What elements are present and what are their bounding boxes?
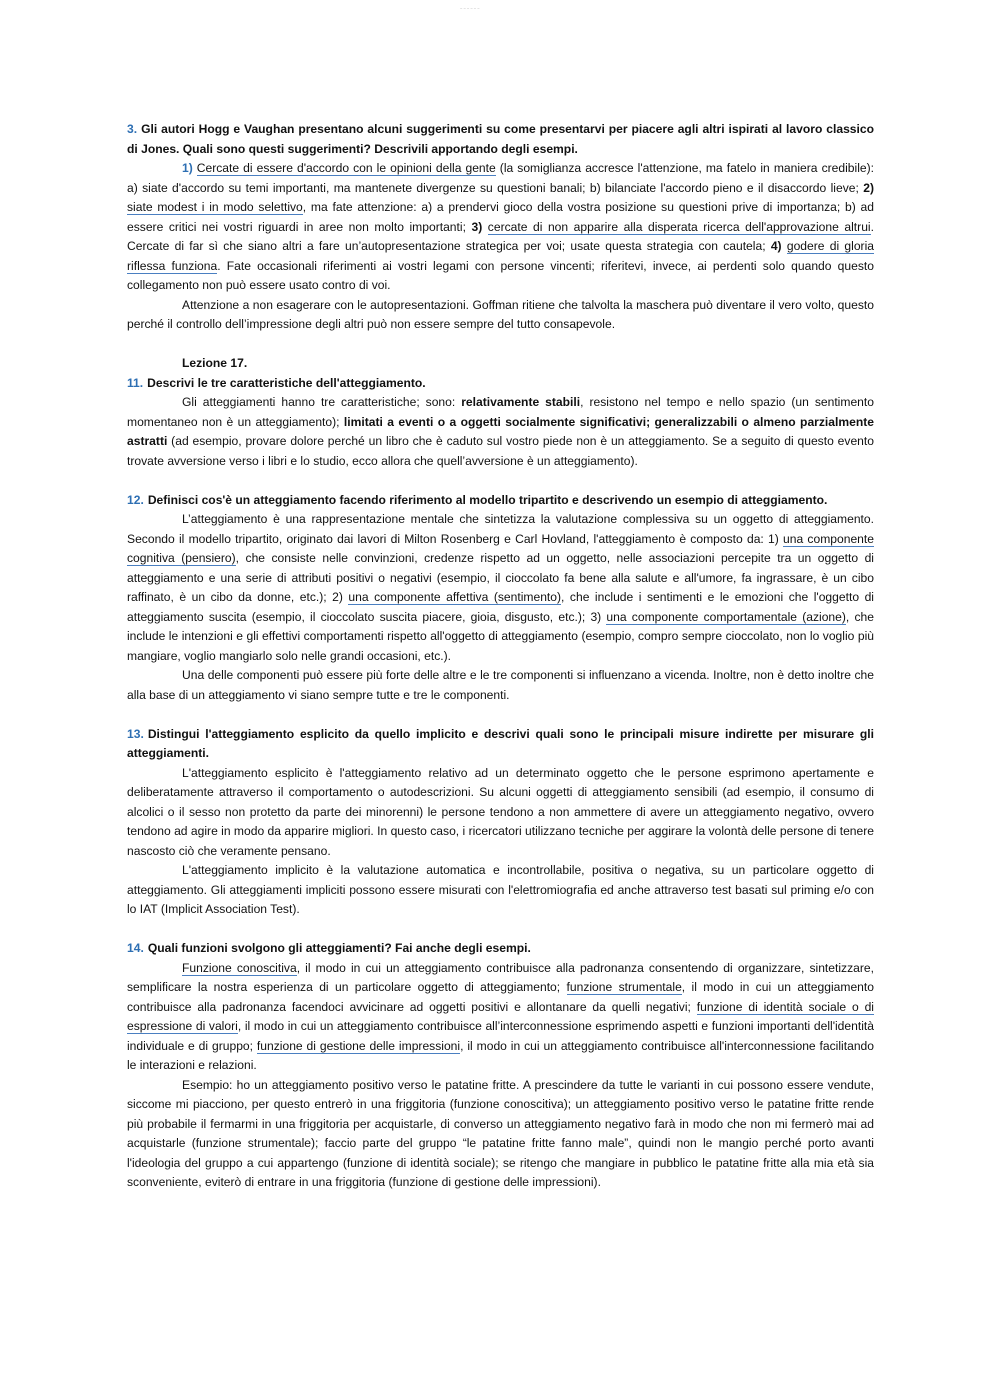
- component-behavioral: una componente comportamentale (azione): [606, 609, 846, 624]
- function-cognitive: Funzione conoscitiva: [182, 960, 297, 975]
- question-14-answer-para-2: Esempio: ho un atteggiamento positivo verso le patatine fritte. A prescindere da tutte le varianti in cui possono essere vendute, siccome mi piacciono, per questo entrerò in una friggitoria (funzione conoscitiva); un atteggiamento positivo verso le patatine fritte rende più probabile il fermarmi in una friggitoria per acquistarle, di converso un atteggiamento negativo farà in modo che non mi fermerò mai ad acquistarle (funzione strumentale); faccio parte del gruppo “le patatine fritte fanno male”, quindi non le mangio perché porto avanti l'ideologia del gruppo a cui appartengo (funzione di identità sociale); se ritengo che mangiare in pubblico le patatine fritte alla mia età sia sconveniente, eviterò di entrare in una friggitoria (funzione di gestione delle impressioni).: [127, 1077, 874, 1189]
- question-3-answer-para-1: 1) Cercate di essere d'accordo con le opinioni della gente (la somiglianza accresce l'attenzione, ma fatelo in maniera credibile): a) siate d'accordo su temi importanti, ma mantenete divergenze su questioni banali; b) bilanciate l'accordo pieno e il disaccordo lieve; 2) siate modest i in modo selettivo, ma fate attenzione: a) a prendervi gioco della vostra posizione su questioni prive di importanza; b) ad essere critici nei vostri riguardi in aree non molto importanti; 3) cercate di non apparire alla disperata ricerca dell'approvazione altrui. Cercate di far sì che siano altri a fare un’autopresentazione strategica per voi; usate questa strategia con cautela; 4) godere di gloria riflessa funziona. Fate occasionali riferimenti ai vostri legami con persone vincenti; riferitevi, invece, ai perdenti solo quando questo collegamento non può essere usato contro di voi.: [127, 161, 874, 292]
- suggestion-link-4: godere di gloria riflessa funziona: [127, 239, 874, 273]
- question-11-answer: Gli atteggiamenti hanno tre caratteristiche; sono: relativamente stabili, resistono nel tempo e nello spazio (un sentimento momentaneo non è un atteggiamento); limitati a eventi o a oggetti socialmente significativi; generalizzabili o almeno parzialmente astratti (ad esempio, provare dolore perché un libro che è caduto sul vostro piede non è un atteggiamento. Se a seguito di questo evento trovate avversione verso i libri e lo studio, ecco allora che quell’avversione è un atteggiamento).: [127, 395, 874, 468]
- header-mark: ~ ~ ~ ~ ~ ~: [460, 6, 480, 11]
- component-cognitive: una componente cognitiva (pensiero): [127, 531, 874, 565]
- suggestion-link-1: Cercate di essere d'accordo con le opinioni della gente: [196, 161, 496, 175]
- function-instrumental: funzione strumentale: [566, 980, 682, 994]
- suggestion-link-3: cercate di non apparire alla disperata ricerca dell'approvazione altrui: [487, 219, 871, 234]
- question-14-title: 14. Quali funzioni svolgono gli atteggiamenti? Fai anche degli esempi.: [127, 941, 531, 955]
- question-12-answer-para-1: L’atteggiamento è una rappresentazione mentale che sintetizza la valutazione complessiva su un oggetto di atteggiamento. Secondo il modello tripartito, originato dai lavori di Milton Rosenberg e Carl Hovland, l'atteggiamento è composto da: 1) una componente cognitiva (pensiero), che consiste nelle convinzioni, credenze rispetto ad un oggetto, nelle associazioni percepite tra un oggetto di atteggiamento e una serie di attributi positivi o negativi (esempio, il cioccolato fa bene alla salute e all'umore, fa ingrassare, è un cibo raffinato, è un cibo da donne, etc.); 2) una componente affettiva (sentimento), che include i sentimenti e le emozioni che l'oggetto di atteggiamento suscita (esempio, il cioccolato suscita piacere, gioia, disgusto, etc.); 3) una componente comportamentale (azione), che include le intenzioni e gli effettivi comportamenti rispetto all'oggetto di atteggiamento (esempio, compro sempre cioccolato, non lo voglio più mangiare, voglio mangiarlo solo nelle grandi occasioni, etc.).: [127, 512, 874, 663]
- suggestion-link-2: siate modest i in modo selettivo: [127, 200, 303, 214]
- document-body: [127, 120, 874, 1193]
- lesson-heading: Lezione 17.: [182, 356, 248, 370]
- question-12-answer-para-2: Una delle componenti può essere più forte delle altre e le tre componenti si influenzano a vicenda. Inoltre, non è detto inoltre che alla base di un atteggiamento vi siano sempre tutte e tre le componenti.: [127, 668, 874, 702]
- question-number: 3.: [127, 122, 138, 136]
- question-12-title: 12. Definisci cos'è un atteggiamento facendo riferimento al modello tripartito e descrivendo un esempio di atteggiamento.: [127, 492, 828, 507]
- component-affective: una componente affettiva (sentimento): [348, 590, 562, 604]
- function-impression-management: funzione di gestione delle impressioni: [256, 1038, 461, 1053]
- question-13-answer-para-1: L'atteggiamento esplicito è l'atteggiamento relativo ad un determinato oggetto che le persone esprimono apertamente e deliberatamente attraverso il comportamento o autodescrizioni. Su alcuni oggetti di atteggiamento sensibili (ad esempio, il consumo di alcolici o il sesso non protetto da parte dei minorenni) le persone tendono a non ammettere di avere un atteggiamento negativo, ovvero tendono ad agire in modo da apparire migliori. In questo caso, i ricercatori utilizzano tecniche per aggirare la volontà delle persone di tenere nascosto ciò che veramente pensano.: [127, 765, 874, 858]
- question-3-title: 3. Gli autori Hogg e Vaughan presentano alcuni suggerimenti su come presentarvi per piacere agli altri ispirati al lavoro classico di Jones. Quali sono questi suggerimenti? Descrivili apportando degli esempi.: [127, 122, 874, 156]
- question-13-title: 13. Distingui l'atteggiamento esplicito da quello implicito e descrivi quali sono le principali misure indirette per misurare gli atteggiamenti.: [127, 726, 874, 760]
- function-social-identity: funzione di identità sociale o di espressione di valori: [127, 999, 874, 1033]
- question-14-answer-para-1: Funzione conoscitiva, il modo in cui un atteggiamento contribuisce alla padronanza consentendo di organizzare, sintetizzare, semplificare la nostra esperienza di un particolare oggetto di atteggiamento; funzione strumentale, il modo in cui un atteggiamento contribuisce alla padronanza facendoci avvicinare ad oggetti positivi e allontanare da quelli negativi; funzione di identità sociale o di espressione di valori, il modo in cui un atteggiamento contribuisce all’interconnessione esprimendo aspetti e funzioni importanti dell'identità individuale e di gruppo; funzione di gestione delle impressioni, il modo in cui un atteggiamento contribuisce all'interconnessione facilitando le interazioni e relazioni.: [127, 960, 875, 1072]
- question-3-answer-para-2: Attenzione a non esagerare con le autopresentazioni. Goffman ritiene che talvolta la maschera può diventare il vero volto, questo perché il controllo dell’impressione degli altri può non essere sempre del tutto consapevole.: [127, 297, 874, 331]
- question-11-title: 11. Descrivi le tre caratteristiche dell'atteggiamento.: [127, 375, 426, 390]
- question-13-answer-para-2: L'atteggiamento implicito è la valutazione automatica e incontrollabile, positiva o negativa, su un particolare oggetto di atteggiamento. Gli atteggiamenti impliciti possono essere misurati con l'elettromiografia ed anche attraverso test basati sul priming e/o con lo IAT (Implicit Association Test).: [127, 863, 874, 916]
